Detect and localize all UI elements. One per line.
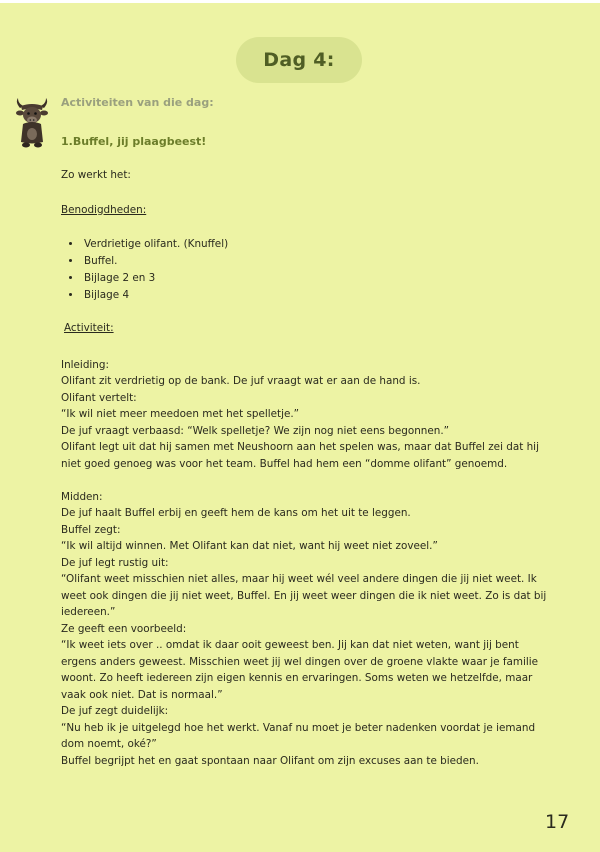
middle-line: “Nu heb ik je uitgelegd hoe het werkt. Vanaf nu moet je beter nadenken voordat je iemand [61, 721, 536, 734]
day-title: Dag 4: [263, 49, 335, 71]
middle-line: iedereen.” [61, 606, 116, 618]
middle-section [61, 489, 571, 770]
needs-item: • Verdrietige olifant. (Knuffel) [82, 236, 571, 253]
needs-list [61, 236, 571, 304]
middle-line: De juf legt rustig uit: [61, 556, 169, 569]
middle-line: De juf haalt Buffel erbij en geeft hem de kans om het uit te leggen. [61, 507, 411, 519]
intro-line: Inleiding: [61, 358, 109, 371]
middle-line: “Ik weet iets over .. omdat ik daar ooit geweest ben. Jij kan dat niet weten, want jij bent [61, 639, 519, 651]
middle-line: dom noemt, oké?” [61, 738, 157, 750]
needs-item: • Buffel. [82, 253, 571, 270]
intro-line: Olifant legt uit dat hij samen met Neushoorn aan het spelen was, maar dat Buffel zei dat hij [61, 441, 539, 453]
intro-line: Olifant vertelt: [61, 391, 137, 404]
activity-title: 1.Buffel, jij plaagbeest! [61, 134, 207, 148]
needs-item: • Bijlage 2 en 3 [82, 270, 571, 287]
page-content [61, 95, 571, 769]
middle-line: “Ik wil altijd winnen. Met Olifant kan dat niet, want hij weet niet zoveel.” [61, 540, 438, 552]
middle-line: “Olifant weet misschien niet alles, maar hij weet wél veel andere dingen die jij niet weet. Ik [61, 573, 537, 585]
activity-label: Activiteit: [64, 322, 114, 334]
middle-line: Buffel zegt: [61, 523, 121, 536]
intro-line: Olifant zit verdrietig op de bank. De juf vraagt wat er aan de hand is. [61, 375, 421, 387]
middle-line: vaak ook niet. Dat is normaal.” [61, 688, 223, 701]
page-number: 17 [545, 811, 570, 833]
intro-line: De juf vraagt verbaasd: “Welk spelletje? We zijn nog niet eens begonnen.” [61, 424, 450, 437]
middle-line: woont. Zo heeft iedereen zijn eigen kennis en ervaringen. Soms weten we hetzelfde, maar [61, 672, 533, 684]
needs-label: Benodigdheden: [61, 203, 147, 216]
document-page [0, 3, 600, 852]
how-it-works-label: Zo werkt het: [61, 169, 131, 181]
middle-line: ergens anders geweest. Misschien weet jij wel dingen over de groene vlakte waar je familie [61, 655, 539, 668]
middle-line: Midden: [61, 490, 103, 503]
activities-heading: Activiteiten van die dag: [61, 96, 214, 109]
middle-line: weet ook dingen die jij niet weet, Buffel. En jij weet weer dingen die ik niet weet. Zo is dat bij [61, 589, 547, 602]
intro-section [61, 357, 571, 473]
middle-line: De juf zegt duidelijk: [61, 705, 169, 717]
needs-item: • Bijlage 4 [82, 287, 571, 304]
middle-line: Ze geeft een voorbeeld: [61, 622, 187, 635]
intro-line: “Ik wil niet meer meedoen met het spelletje.” [61, 408, 300, 420]
day-title-badge [236, 37, 362, 83]
middle-line: Buffel begrijpt het en gaat spontaan naar Olifant om zijn excuses aan te bieden. [61, 754, 479, 767]
intro-line: niet goed genoeg was voor het team. Buffel had hem een “domme olifant” genoemd. [61, 457, 508, 470]
buffalo-icon [14, 98, 50, 150]
